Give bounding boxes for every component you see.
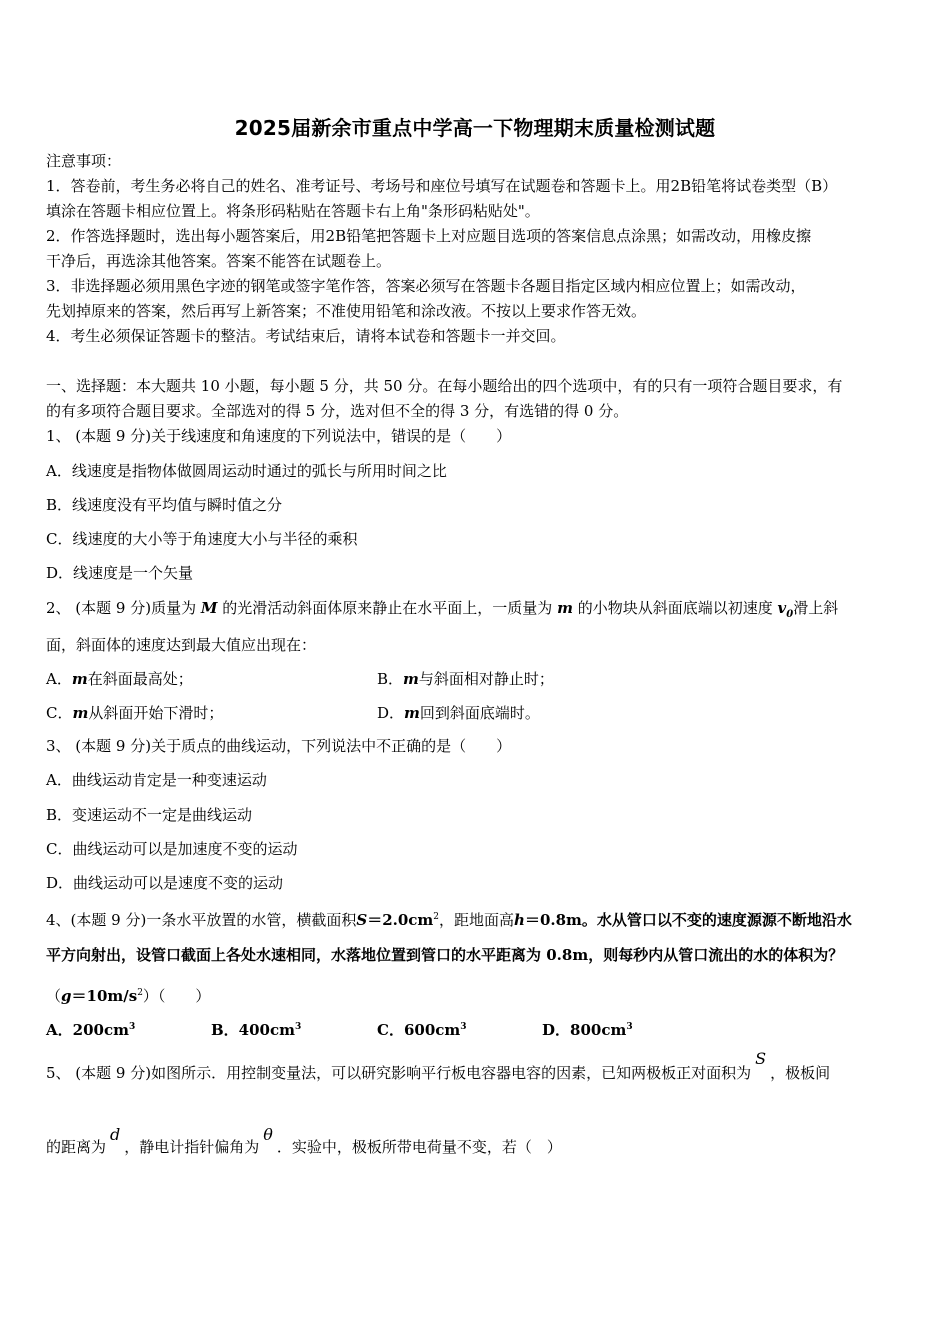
q2-stem-part: 2、 (本题 9 分)质量为 bbox=[46, 599, 197, 617]
q4-var-S: S bbox=[356, 911, 368, 929]
question-2-stem-line2: 面，斜面体的速度达到最大值应出现在： bbox=[46, 636, 317, 654]
question-3-option-d: D．曲线运动可以是速度不变的运动 bbox=[46, 874, 284, 892]
question-3-option-c: C．曲线运动可以是加速度不变的运动 bbox=[46, 840, 298, 858]
question-4-stem: 4、(本题 9 分)一条水平放置的水管，横截面积$S=2.0cm^2$，距地面高h＝0.8m。水从管口以不变的速度源源不断地沿水 bbox=[46, 911, 852, 929]
q2-var-M: M bbox=[200, 599, 218, 617]
question-2-stem bbox=[46, 598, 838, 625]
question-2-option-c: C．m从斜面开始下滑时； bbox=[46, 704, 224, 722]
question-4-option-c: C．$600cm^3$ bbox=[377, 1021, 467, 1039]
section-instructions: 的有多项符合题目要求。全部选对的得 5 分，选对但不全的得 3 分，有选错的得 0 分。 bbox=[46, 402, 629, 420]
notice-line: 干净后，再选涂其他答案。答案不能答在试题卷上。 bbox=[46, 252, 392, 270]
q2-stem-part: 的小物块从斜面底端以初速度 bbox=[577, 599, 773, 617]
question-1-option-d: D．线速度是一个矢量 bbox=[46, 564, 194, 582]
question-4-stem-line3: $(g=10m/s^2)$（ ） bbox=[46, 987, 211, 1005]
question-1-option-c: C．线速度的大小等于角速度大小与半径的乘积 bbox=[46, 530, 358, 548]
question-5-stem: 5、 (本题 9 分)如图所示．用控制变量法，可以研究影响平行板电容器电容的因素，已知两极板正对面积为S，极板间 bbox=[46, 1049, 831, 1082]
q4-var-g: g bbox=[61, 987, 72, 1005]
question-3-option-b: B．变速运动不一定是曲线运动 bbox=[46, 806, 253, 824]
notice-line: 4．考生必须保证答题卡的整洁。考试结束后，请将本试卷和答题卡一并交回。 bbox=[46, 327, 566, 345]
question-4-option-d: D．$800cm^3$ bbox=[542, 1021, 633, 1039]
q5-var-S: S bbox=[755, 1049, 767, 1068]
notice-line: 1．答卷前，考生务必将自己的姓名、准考证号、考场号和座位号填写在试题卷和答题卡上。用2B铅笔将试卷类型（B） bbox=[46, 177, 838, 195]
question-4-stem-line2: 平方向射出，设管口截面上各处水速相同，水落地位置到管口的水平距离为 0.8m，则每秒内从管口流出的水的体积为？ bbox=[46, 946, 844, 964]
notice-line: 2．作答选择题时，选出每小题答案后，用2B铅笔把答题卡上对应题目选项的答案信息点涂黑；如需改动，用橡皮擦 bbox=[46, 227, 812, 245]
question-2-option-b: B．m与斜面相对静止时； bbox=[377, 670, 554, 688]
question-3-option-a: A．曲线运动肯定是一种变速运动 bbox=[46, 771, 267, 789]
question-1-option-a: A．线速度是指物体做圆周运动时通过的弧长与所用时间之比 bbox=[46, 462, 447, 480]
q2-var-v0: $v_0$ bbox=[777, 599, 794, 620]
question-4-option-b: B．$400cm^3$ bbox=[211, 1021, 302, 1039]
q2-stem-part: 的光滑活动斜面体原来静止在水平面上，一质量为 bbox=[222, 599, 553, 617]
q5-var-theta: θ bbox=[263, 1125, 273, 1144]
q2-var-m: m bbox=[557, 599, 573, 617]
q5-var-d: d bbox=[110, 1125, 121, 1144]
question-2-option-d: D．m回到斜面底端时。 bbox=[377, 704, 540, 722]
notice-line: 3．非选择题必须用黑色字迹的钢笔或签字笔作答，答案必须写在答题卡各题目指定区域内相应位置上；如需改动， bbox=[46, 277, 806, 295]
q2-stem-part: 滑上斜 bbox=[793, 599, 839, 617]
question-3-stem: 3、 (本题 9 分)关于质点的曲线运动，下列说法中不正确的是（ ） bbox=[46, 737, 512, 755]
question-2-option-a: A．m在斜面最高处； bbox=[46, 670, 193, 688]
question-4-option-a: A．$200cm^3$ bbox=[46, 1021, 136, 1039]
section-instructions: 一、选择题：本大题共 10 小题，每小题 5 分，共 50 分。在每小题给出的四个选项中，有的只有一项符合题目要求，有 bbox=[46, 377, 843, 395]
question-1-stem: 1、 (本题 9 分)关于线速度和角速度的下列说法中，错误的是（ ） bbox=[46, 427, 512, 445]
q4-var-h: h bbox=[514, 911, 525, 929]
notice-line: 先划掉原来的答案，然后再写上新答案；不准使用铅笔和涂改液。不按以上要求作答无效。 bbox=[46, 302, 647, 320]
page-title: 2025届新余市重点中学高一下物理期末质量检测试题 bbox=[234, 116, 716, 140]
question-5-stem-line2: 的距离为d，静电计指针偏角为θ．实验中，极板所带电荷量不变，若（ ） bbox=[46, 1125, 562, 1156]
notice-heading: 注意事项： bbox=[46, 152, 122, 170]
notice-line: 填涂在答题卡相应位置上。将条形码粘贴在答题卡右上角"条形码粘贴处"。 bbox=[46, 202, 540, 220]
question-1-option-b: B．线速度没有平均值与瞬时值之分 bbox=[46, 496, 283, 514]
